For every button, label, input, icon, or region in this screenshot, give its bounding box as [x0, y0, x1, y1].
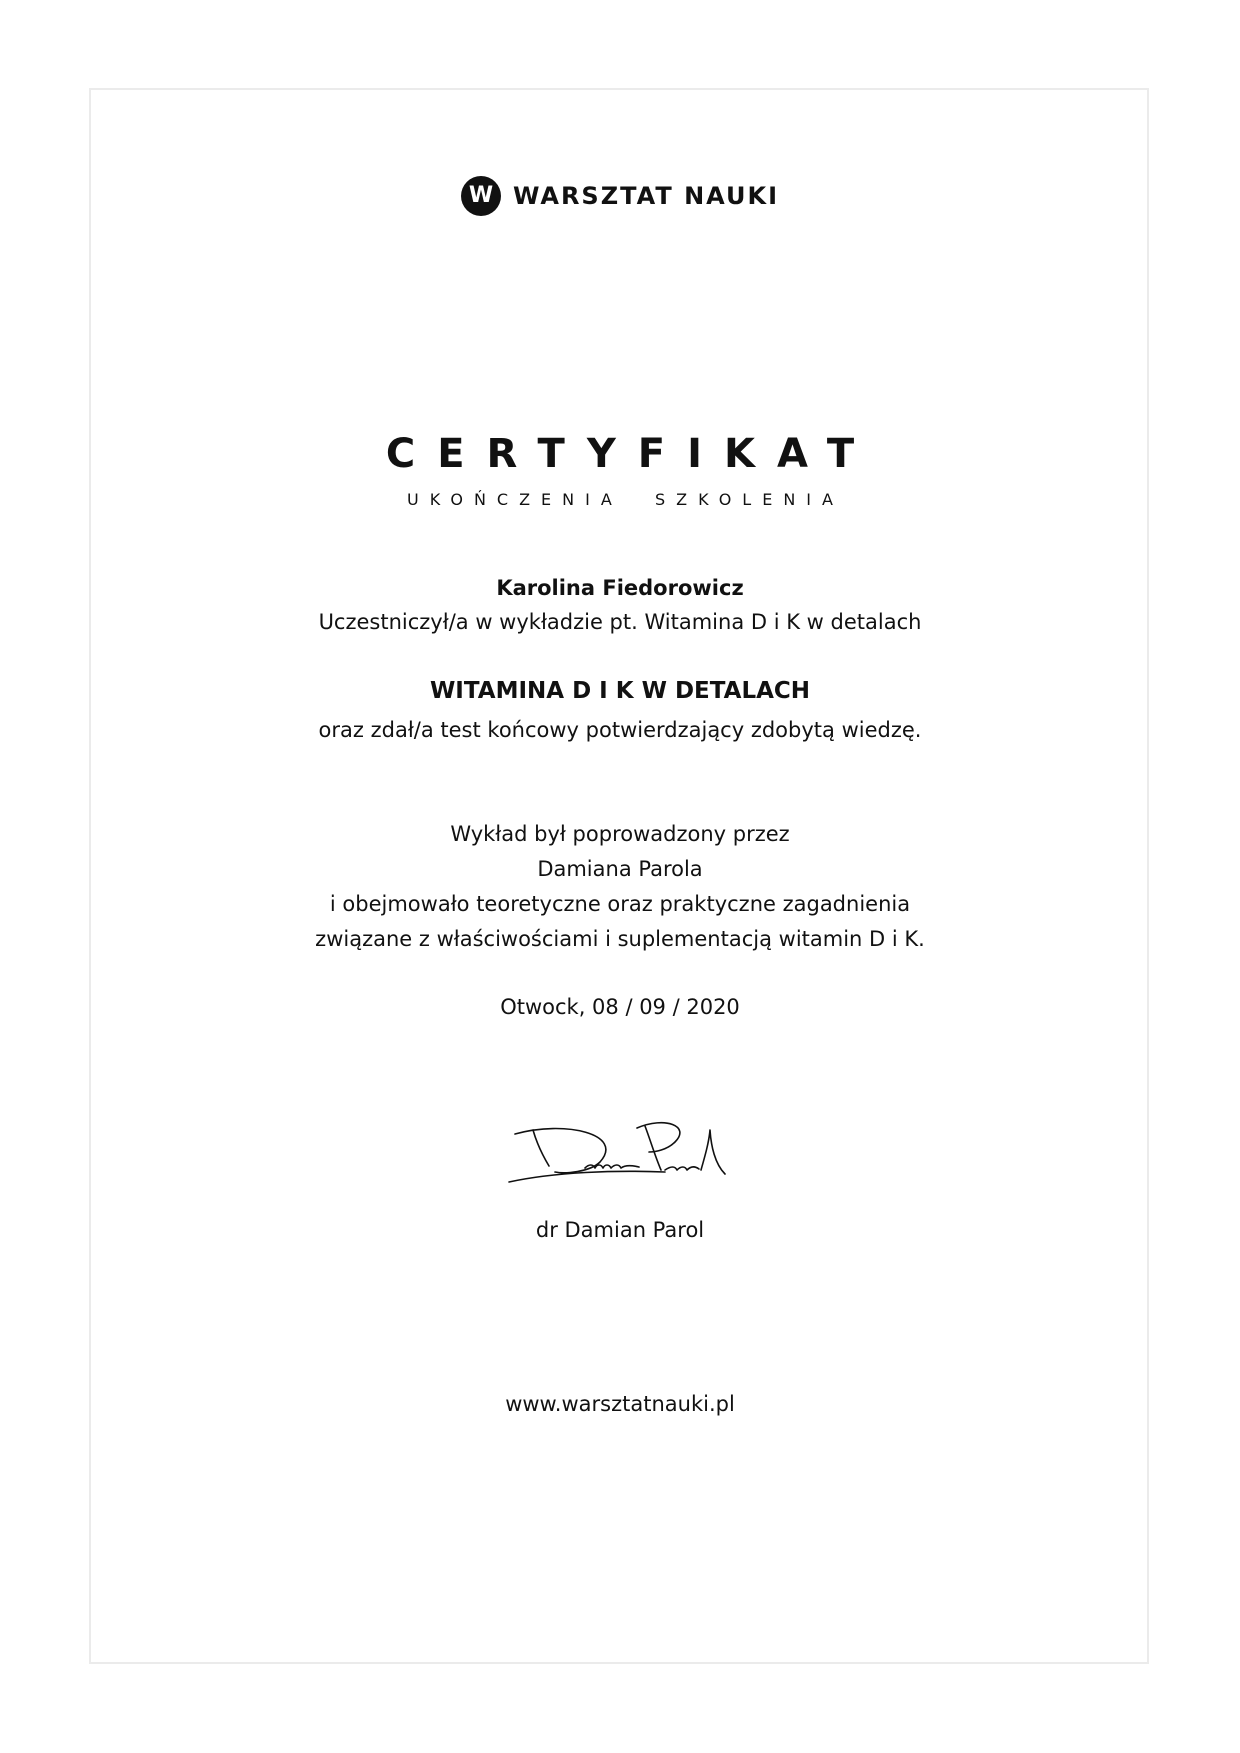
lecture-line-1: Wykład był poprowadzony przez [450, 822, 790, 846]
certificate-title: CERTYFIKAT [385, 431, 877, 477]
brand-logo [0, 176, 1240, 216]
participation-text: Uczestniczył/a w wykładzie pt. Witamina D i K w detalach [318, 610, 922, 634]
test-text: oraz zdał/a test końcowy potwierdzający zdobytą wiedzę. [318, 718, 922, 742]
lecture-line-3: i obejmowało teoretyczne oraz praktyczne zagadnienia [329, 892, 911, 916]
course-title: WITAMINA D I K W DETALACH [429, 678, 811, 704]
place-date: Otwock, 08 / 09 / 2020 [500, 995, 740, 1019]
certificate-subtitle: UKOŃCZENIA SZKOLENIA [407, 490, 844, 509]
w-logo-icon: W [461, 176, 501, 216]
lecture-line-2: Damiana Parola [537, 857, 703, 881]
handwritten-signature [505, 1112, 745, 1192]
website-link[interactable]: www.warsztatnauki.pl [505, 1392, 735, 1416]
brand-name: WARSZTAT NAUKI [512, 182, 780, 210]
lecture-line-4: związane z właściwościami i suplementacją witamin D i K. [315, 927, 925, 951]
participant-name: Karolina Fiedorowicz [496, 576, 744, 600]
signatory-name: dr Damian Parol [535, 1218, 705, 1242]
